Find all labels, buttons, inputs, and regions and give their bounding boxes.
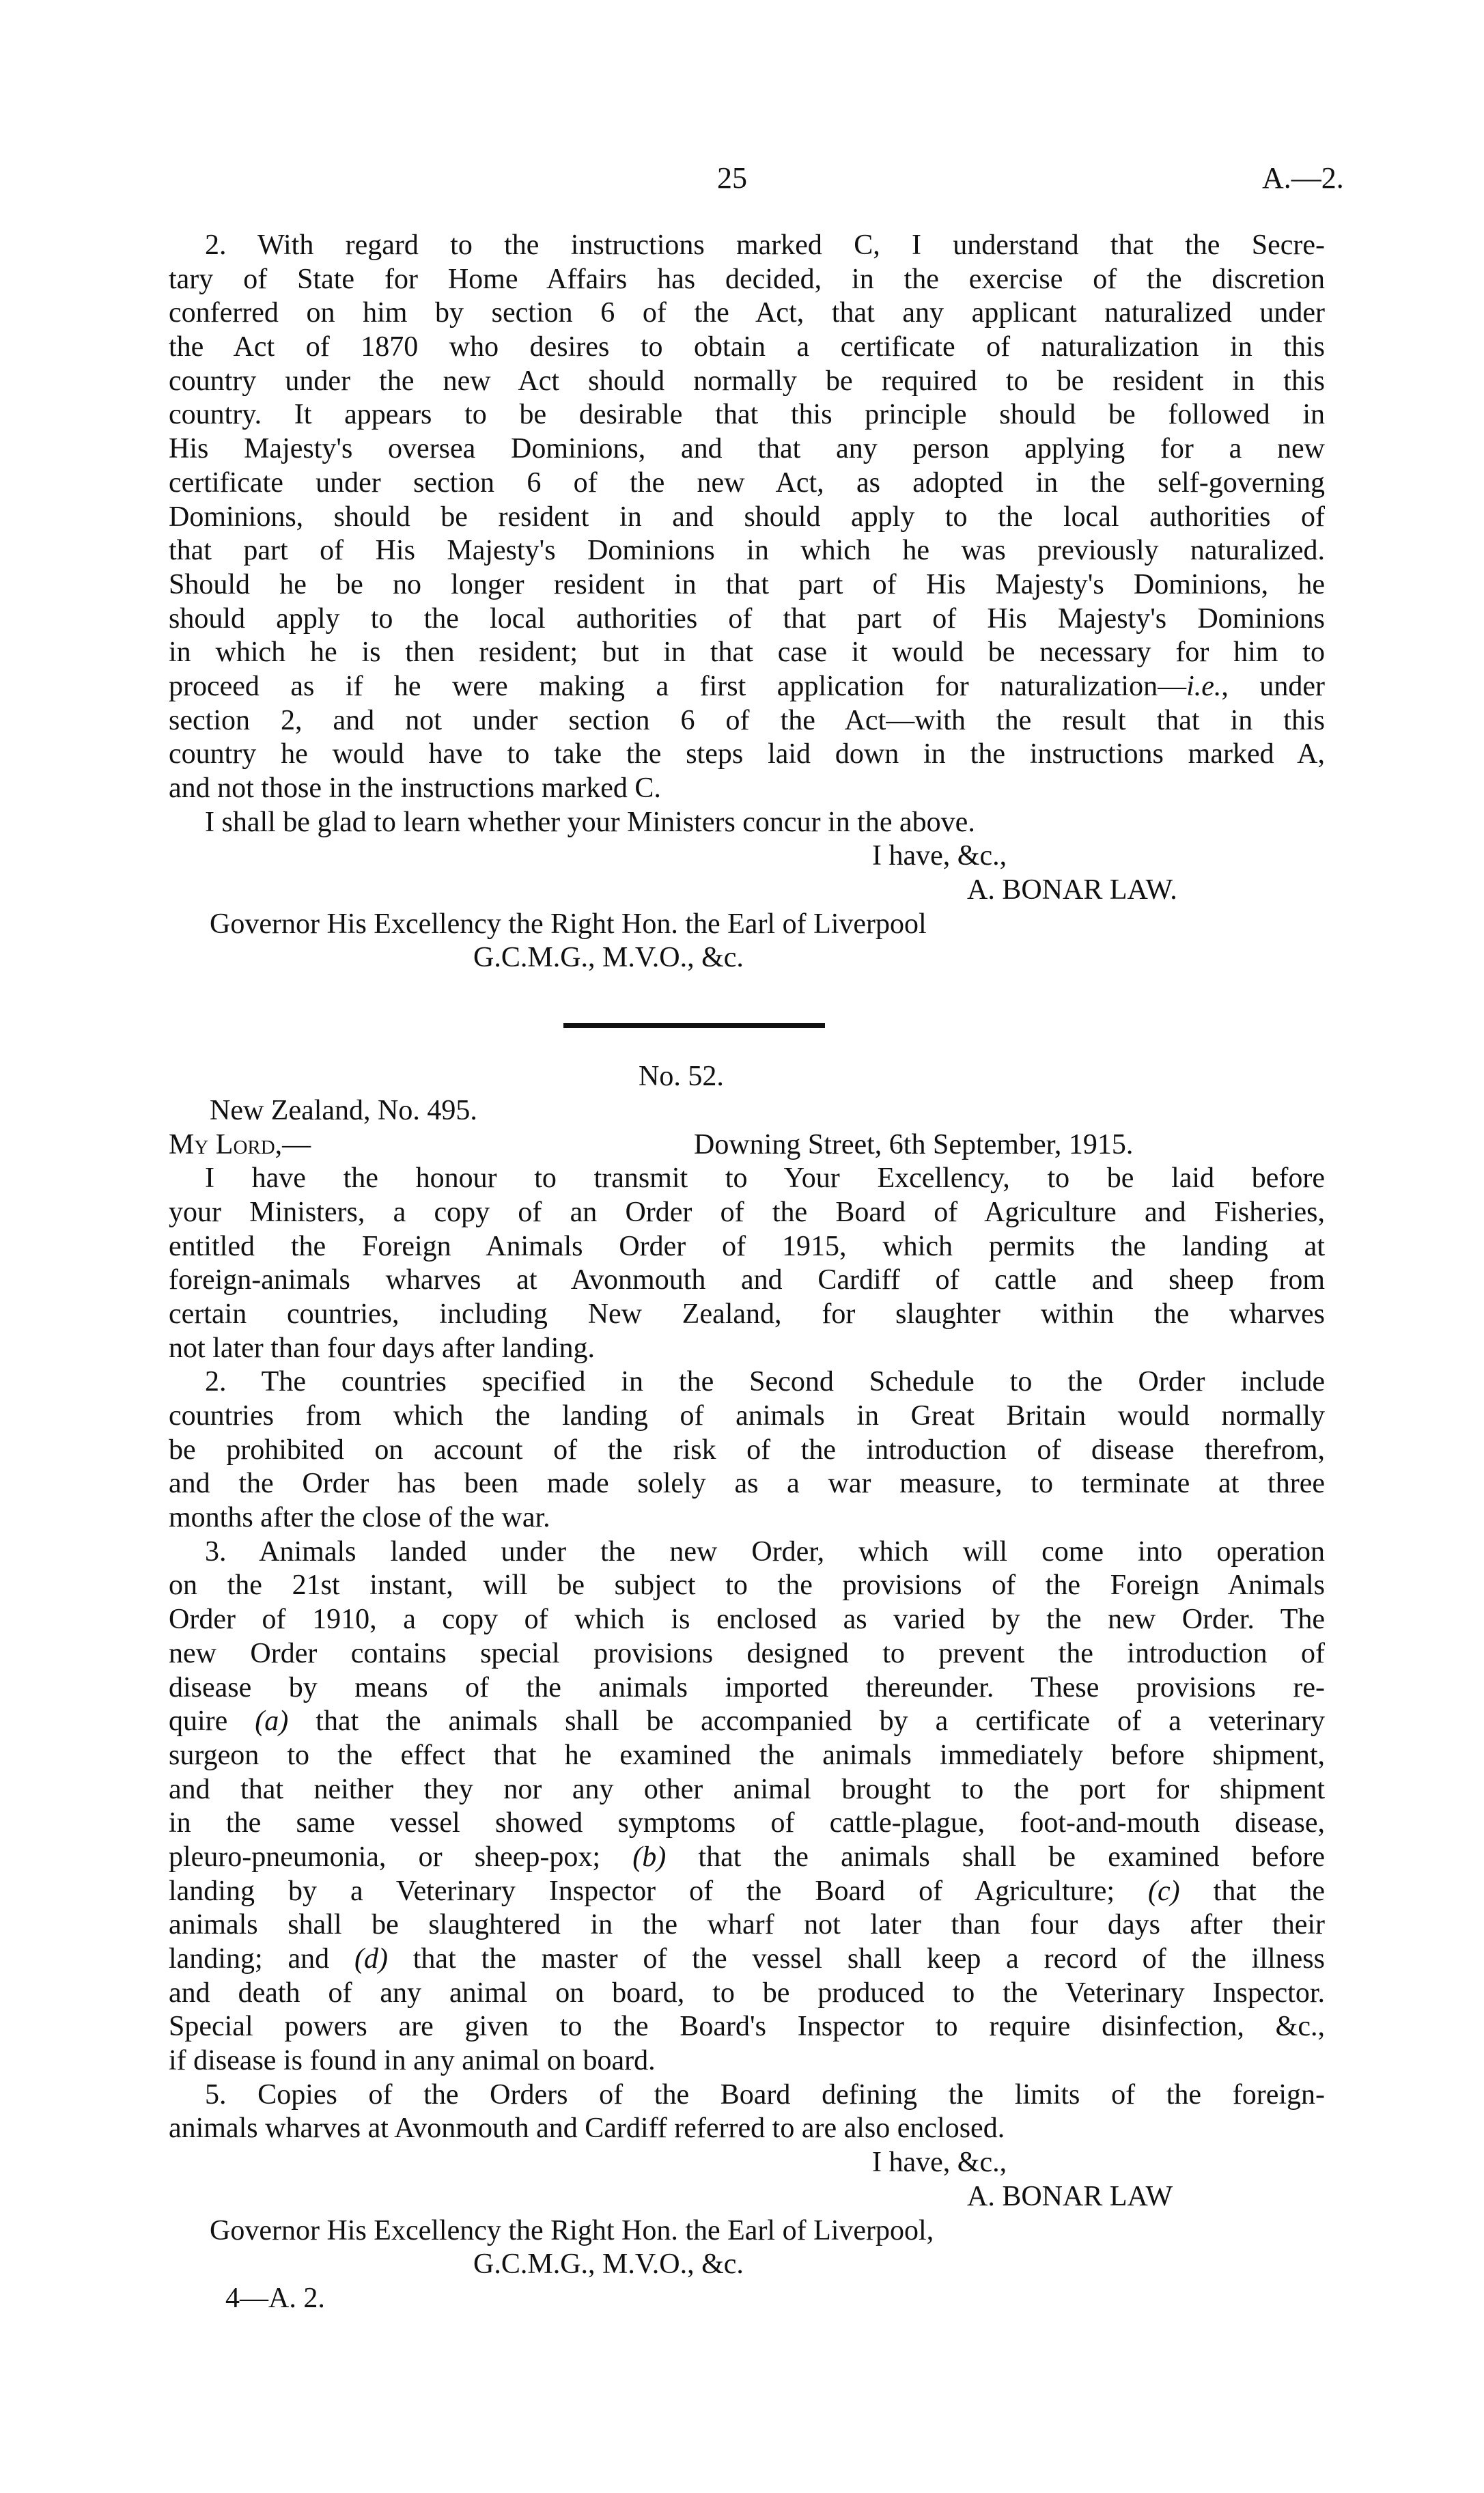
reference-line [169, 1094, 1325, 1128]
text-line: Special powers are given to the Board's Inspector to require disinfection, &c., [169, 2011, 1325, 2043]
text-segment: pleuro-pneumonia, or sheep-pox; [169, 1841, 633, 1873]
text-line: section 2, and not under section 6 of the Act—with the result that in this [169, 704, 1325, 736]
text-segment: landing by a Veterinary Inspector of the Board of Agriculture; [169, 1875, 1149, 1907]
text-line: tary of State for Home Affairs has decided, in the exercise of the discretion [169, 263, 1325, 295]
text-line: that part of His Majesty's Dominions in which he was previously naturalized. [169, 535, 1325, 567]
addressee: Governor His Excellency the Right Hon. the Earl of Liverpool, [210, 2214, 934, 2246]
text-line: be prohibited on account of the risk of the introduction of disease therefrom, [169, 1434, 1325, 1466]
dateline: Downing Street, 6th September, 1915. [694, 1128, 1134, 1160]
italic-text: (d) [354, 1943, 388, 1975]
text-line: and that neither they nor any other animal brought to the port for shipment [169, 1773, 1325, 1805]
text-line: months after the close of the war. [169, 1502, 550, 1534]
text-line: and not those in the instructions marked C. [169, 772, 661, 804]
text-line [169, 670, 1325, 704]
text-line: I shall be glad to learn whether your Ministers concur in the above. [205, 806, 975, 838]
footer-line [169, 2282, 1325, 2316]
honours-line [169, 941, 1325, 975]
text-line: animals shall be slaughtered in the wharf not later than four days after their [169, 1909, 1325, 1941]
text-segment: that the [1179, 1875, 1325, 1907]
text-line: foreign-animals wharves at Avonmouth and Cardiff of cattle and sheep from [169, 1264, 1325, 1296]
text-line: 2. With regard to the instructions marked C, I understand that the Secre- [205, 229, 1325, 261]
text-segment: that the animals shall be examined before [666, 1841, 1325, 1873]
italic-text: (b) [632, 1841, 667, 1873]
closing-line [169, 2146, 1325, 2180]
italic-text: (a) [255, 1705, 289, 1738]
section-separator [169, 975, 1325, 1060]
signature-line [169, 2180, 1325, 2214]
text-line: Order of 1910, a copy of which is enclosed as varied by the new Order. The [169, 1604, 1325, 1636]
text-segment: landing; and [169, 1943, 354, 1975]
text-line: the Act of 1870 who desires to obtain a certificate of naturalization in this [169, 331, 1325, 363]
despatch-number-line [169, 1060, 1325, 1094]
text-line: on the 21st instant, will be subject to the provisions of the Foreign Animals [169, 1570, 1325, 1602]
text-segment: proceed as if he were making a first application for naturalization— [169, 670, 1187, 702]
signature: A. BONAR LAW [967, 2180, 1173, 2212]
text-line: Dominions, should be resident in and should apply to the local authorities of [169, 501, 1325, 533]
text-line: animals wharves at Avonmouth and Cardiff referred to are also enclosed. [169, 2113, 1005, 2145]
text-line: I have the honour to transmit to Your Excellency, to be laid before [205, 1162, 1325, 1195]
page-number: 25 [717, 161, 747, 195]
text-segment: that the animals shall be accompanied by a certificate of a veterinary [288, 1705, 1325, 1738]
text-line: surgeon to the effect that he examined the animals immediately before shipment, [169, 1739, 1325, 1771]
addressee: Governor His Excellency the Right Hon. the Earl of Liverpool [210, 908, 927, 940]
closing-line [169, 839, 1325, 874]
text-line: Should he be no longer resident in that part of His Majesty's Dominions, he [169, 568, 1325, 600]
text-line: 2. The countries specified in the Second Schedule to the Order include [205, 1366, 1325, 1398]
closing: I have, &c., [872, 2147, 1007, 2179]
text-line: in the same vessel showed symptoms of cattle-plague, foot-and-mouth disease, [169, 1807, 1325, 1839]
document-body [169, 229, 1325, 2316]
text-line: certain countries, including New Zealand, for slaughter within the wharves [169, 1298, 1325, 1330]
text-line: disease by means of the animals imported thereunder. These provisions re- [169, 1671, 1325, 1703]
text-line: countries from which the landing of animals in Great Britain would normally [169, 1400, 1325, 1432]
honours-line [169, 2248, 1325, 2282]
text-line: your Ministers, a copy of an Order of the Board of Agriculture and Fisheries, [169, 1196, 1325, 1228]
paper-reference: A.—2. [1262, 161, 1344, 195]
text-line: new Order contains special provisions designed to prevent the introduction of [169, 1637, 1325, 1669]
signature-line [169, 874, 1325, 908]
text-line [169, 1841, 1325, 1875]
honours: G.C.M.G., M.V.O., &c. [473, 2248, 744, 2281]
text-line: 5. Copies of the Orders of the Board defining the limits of the foreign- [205, 2078, 1325, 2111]
despatch-reference: New Zealand, No. 495. [210, 1094, 477, 1126]
salutation: My Lord,— [169, 1128, 311, 1160]
text-line: should apply to the local authorities of that part of His Majesty's Dominions [169, 602, 1325, 635]
italic-text: (c) [1148, 1875, 1180, 1907]
text-segment: that the master of the vessel shall keep a record of the illness [387, 1943, 1325, 1975]
text-line: entitled the Foreign Animals Order of 1915, which permits the landing at [169, 1230, 1325, 1262]
text-segment: quire [169, 1705, 255, 1738]
text-line [169, 1875, 1325, 1909]
text-line [169, 1705, 1325, 1739]
salutation-line [169, 1128, 1325, 1162]
text-line: country under the new Act should normally be required to be resident in this [169, 365, 1325, 397]
text-line: country. It appears to be desirable that this principle should be followed in [169, 399, 1325, 431]
text-line: country he would have to take the steps laid down in the instructions marked A, [169, 738, 1325, 770]
text-line: His Majesty's oversea Dominions, and that any person applying for a new [169, 433, 1325, 465]
honours: G.C.M.G., M.V.O., &c. [473, 942, 744, 974]
addressee-line [169, 2214, 1325, 2248]
text-line [169, 1942, 1325, 1977]
text-segment: , under [1221, 670, 1325, 702]
closing: I have, &c., [872, 840, 1007, 872]
text-line: and the Order has been made solely as a war measure, to terminate at three [169, 1468, 1325, 1500]
signature: A. BONAR LAW. [967, 874, 1177, 906]
italic-text: i.e. [1186, 670, 1222, 702]
despatch-number: No. 52. [639, 1061, 724, 1093]
addressee-line [169, 908, 1325, 942]
text-line: certificate under section 6 of the new Act, as adopted in the self-governing [169, 466, 1325, 499]
signature-mark: 4—A. 2. [225, 2282, 325, 2314]
horizontal-rule [563, 1023, 825, 1028]
text-line: conferred on him by section 6 of the Act, that any applicant naturalized under [169, 297, 1325, 329]
text-line: in which he is then resident; but in that case it would be necessary for him to [169, 637, 1325, 669]
text-line: not later than four days after landing. [169, 1332, 595, 1364]
text-line: and death of any animal on board, to be produced to the Veterinary Inspector. [169, 1977, 1325, 2009]
text-line: if disease is found in any animal on board. [169, 2045, 656, 2077]
text-line: 3. Animals landed under the new Order, which will come into operation [205, 1535, 1325, 1568]
